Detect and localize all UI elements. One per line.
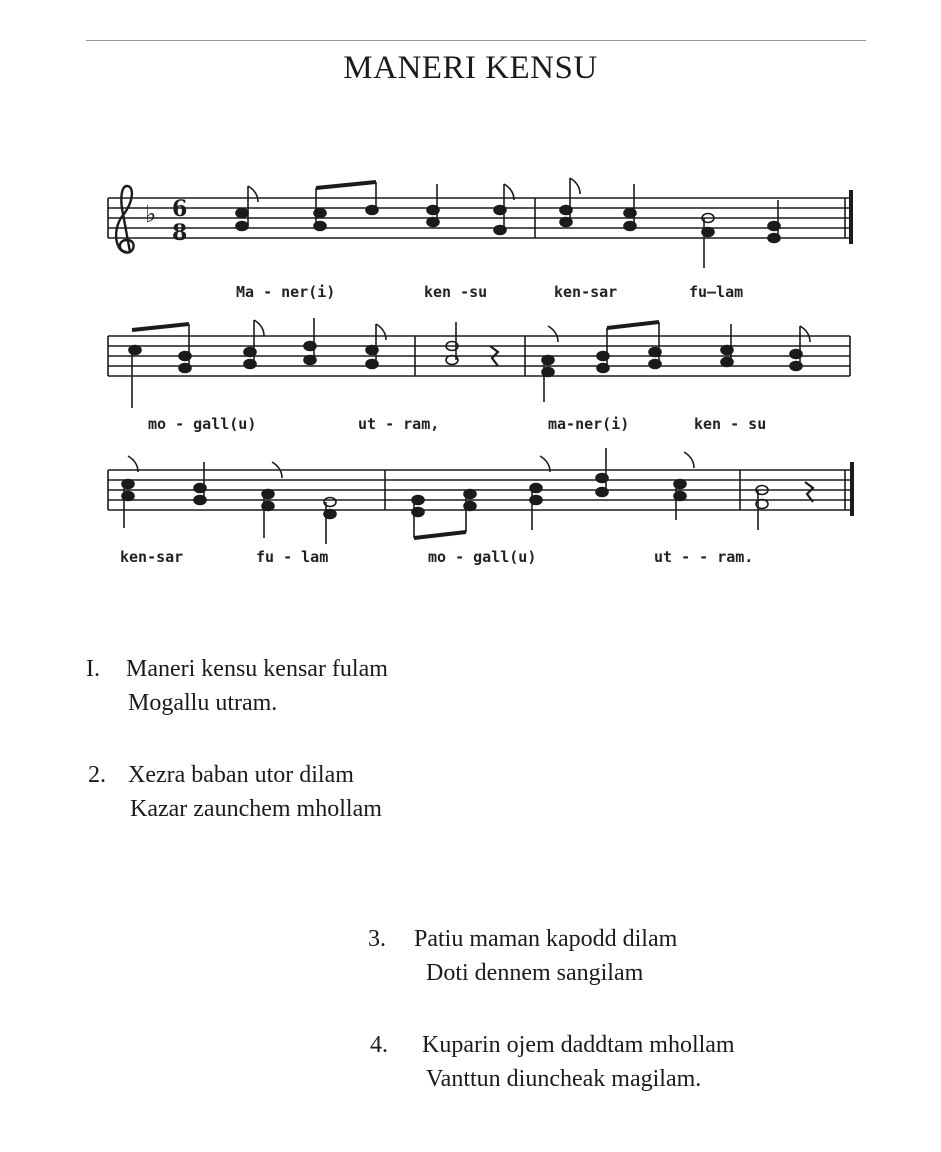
- verse-2-number: 2.: [88, 762, 106, 788]
- staff-2-lyric-1: mo - gall(u): [148, 415, 257, 433]
- verse-3-number: 3.: [368, 926, 386, 952]
- verse-3: [368, 922, 677, 990]
- verse-2: [88, 758, 382, 826]
- verse-1: [86, 652, 388, 720]
- staff-2-lyric-4: ken - su: [694, 415, 767, 433]
- verse-4-line-2: Vanttun diuncheak magilam.: [426, 1066, 702, 1092]
- song-title: MANERI KENSU: [343, 50, 598, 86]
- verse-1-number: I.: [86, 656, 100, 682]
- verse-1-line-1: Maneri kensu kensar fulam: [126, 656, 388, 682]
- staff-3-lyric-1: ken-sar: [120, 548, 184, 566]
- verse-4-line-1: Kuparin ojem daddtam mhollam: [422, 1032, 735, 1058]
- time-signature-bottom: 8: [172, 220, 188, 246]
- staff-3-notes: [122, 448, 813, 544]
- verse-2-line-1: Xezra baban utor dilam: [128, 762, 354, 788]
- verse-3-line-2: Doti dennem sangilam: [426, 960, 644, 986]
- verse-3-line-1: Patiu maman kapodd dilam: [414, 926, 678, 952]
- staff-2-lyric-2: ut - ram,: [358, 415, 440, 433]
- time-signature-top: 6: [172, 196, 188, 222]
- verse-1-line-2: Mogallu utram.: [128, 690, 278, 716]
- staff-1-lyric-3: ken-sar: [554, 283, 618, 301]
- staff-2-lyric-3: ma-ner(i): [548, 415, 630, 433]
- verse-2-line-2: Kazar zaunchem mhollam: [130, 796, 382, 822]
- staff-1-lyric-2: ken -su: [424, 283, 488, 301]
- staff-3-lyric-3: mo - gall(u): [428, 548, 537, 566]
- staff-3-lyric-2: fu - lam: [256, 548, 329, 566]
- staff-3-lines: [108, 462, 852, 516]
- verse-4: [370, 1028, 735, 1096]
- staff-3-lyric-4: ut - - ram.: [654, 548, 754, 566]
- verse-4-number: 4.: [370, 1032, 388, 1058]
- staff-1-lyric-1: Ma - ner(i): [236, 283, 336, 301]
- staff-1-lyric-4: fu—lam: [689, 283, 744, 301]
- flat-sign-icon: ♭: [145, 200, 157, 228]
